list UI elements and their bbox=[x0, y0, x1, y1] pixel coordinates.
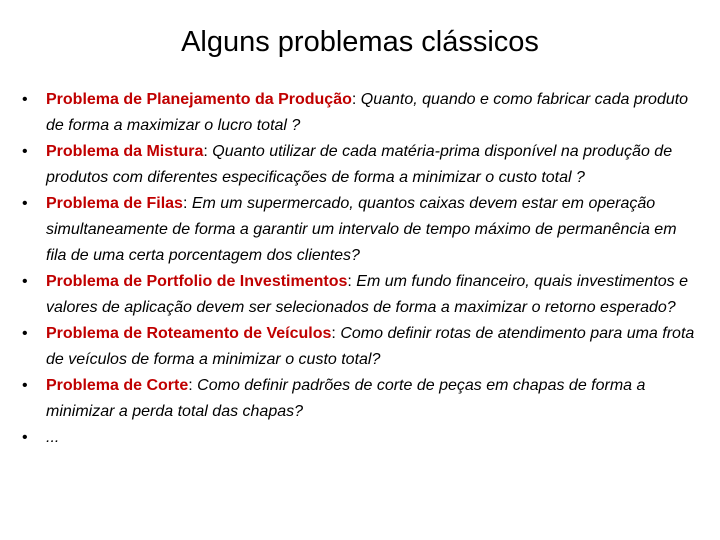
bullet-separator: : bbox=[351, 91, 361, 108]
bullet-icon: • bbox=[22, 273, 28, 290]
bullet-description: ... bbox=[46, 429, 60, 446]
bullet-item-corte bbox=[24, 373, 696, 425]
slide-title: Alguns problemas clássicos bbox=[181, 26, 539, 58]
bullet-separator: : bbox=[347, 273, 357, 290]
bullet-item-mistura bbox=[24, 139, 696, 191]
bullet-item-producao bbox=[24, 87, 696, 139]
bullet-icon: • bbox=[22, 377, 28, 394]
bullet-item-portfolio bbox=[24, 269, 696, 321]
bullet-icon: • bbox=[22, 429, 28, 446]
bullet-separator: : bbox=[182, 195, 192, 212]
bullet-description: Em um supermercado, quantos caixas devem estar em operação simultaneamente de forma a garantir um intervalo de tempo máximo de permanência em fila de uma certa porcentagem dos clientes? bbox=[46, 195, 677, 264]
bullet-item-ellipsis bbox=[24, 425, 696, 451]
bullet-item-roteamento bbox=[24, 321, 696, 373]
bullet-term: Problema de Roteamento de Veículos bbox=[46, 325, 332, 342]
bullet-item-filas bbox=[24, 191, 696, 269]
bullet-description: Quanto, quando e como fabricar cada produto de forma a maximizar o lucro total ? bbox=[46, 91, 689, 134]
bullet-term: Problema de Planejamento da Produção bbox=[46, 91, 352, 108]
bullet-term: Problema de Filas bbox=[46, 195, 183, 212]
bullet-icon: • bbox=[22, 325, 28, 342]
bullet-separator: : bbox=[188, 377, 198, 394]
bullet-separator: : bbox=[331, 325, 341, 342]
bullet-icon: • bbox=[22, 91, 28, 108]
bullet-term: Problema da Mistura bbox=[46, 143, 204, 160]
bullet-icon: • bbox=[22, 195, 28, 212]
bullet-description: Quanto utilizar de cada matéria-prima disponível na produção de produtos com diferentes especificações de forma a minimizar o custo total ? bbox=[46, 143, 673, 186]
bullet-term: Problema de Portfolio de Investimentos bbox=[46, 273, 348, 290]
bullet-separator: : bbox=[203, 143, 213, 160]
bullet-term: Problema de Corte bbox=[46, 377, 189, 394]
bullet-description: Como definir rotas de atendimento para uma frota de veículos de forma a minimizar o custo total? bbox=[46, 325, 695, 368]
bullet-description: Como definir padrões de corte de peças em chapas de forma a minimizar a perda total das chapas? bbox=[46, 377, 646, 420]
bullet-description: Em um fundo financeiro, quais investimentos e valores de aplicação devem ser selecionados de forma a maximizar o retorno esperado? bbox=[46, 273, 689, 316]
bullet-icon: • bbox=[22, 143, 28, 160]
bullet-list bbox=[24, 87, 696, 451]
